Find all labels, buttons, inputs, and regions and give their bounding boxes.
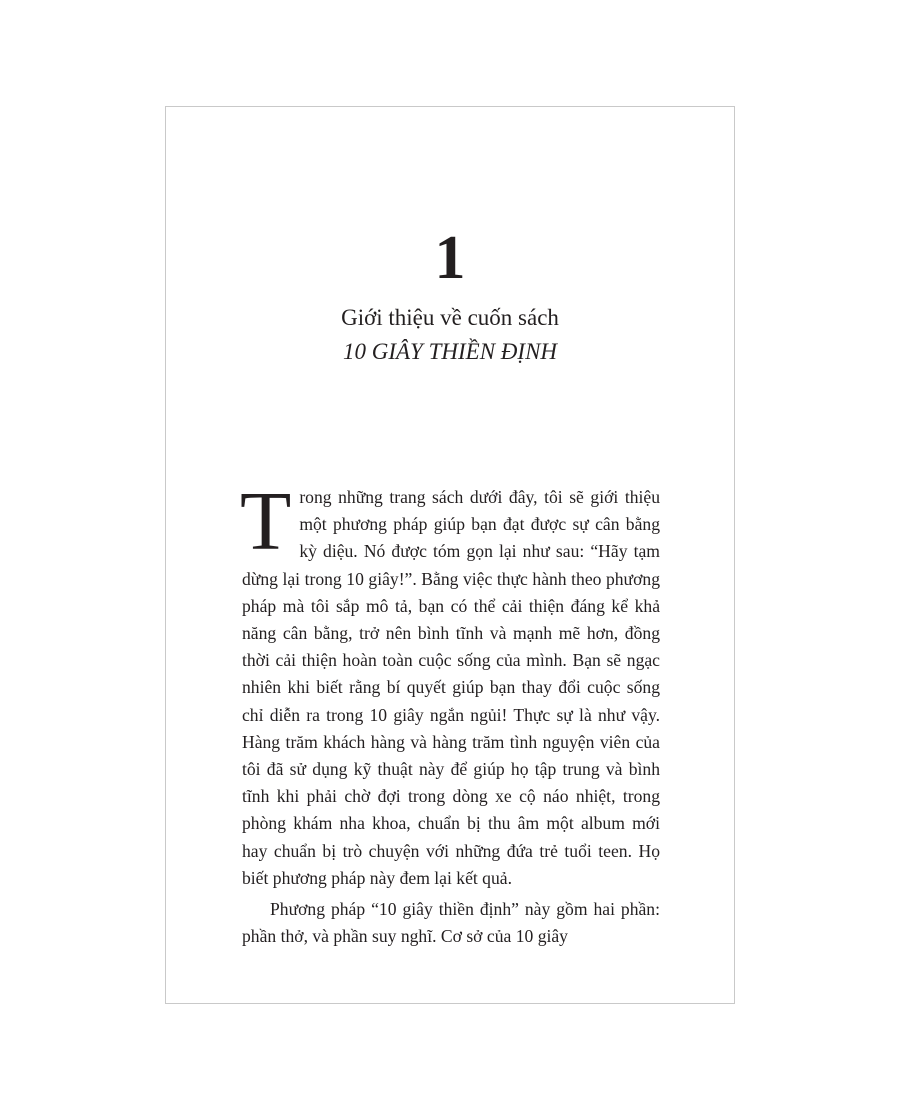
drop-cap: T [240, 475, 292, 568]
book-page [165, 106, 735, 1004]
paragraph-2: Phương pháp “10 giây thiền định” này gồm hai phần: phần thở, và phần suy nghĩ. Cơ sở của 10 giây [242, 899, 660, 947]
chapter-number: 1 [434, 224, 466, 292]
chapter-title-line2: 10 GIÂY THIỀN ĐỊNH [342, 339, 558, 364]
chapter-title [166, 301, 734, 369]
chapter-title-line1: Giới thiệu về cuốn sách [341, 305, 559, 330]
paragraph-1 [240, 475, 660, 892]
body-text [240, 475, 660, 950]
paragraph-1-text: rong những trang sách dưới đây, tôi sẽ giới thiệu một phương pháp giúp bạn đạt được sự cân bằng kỳ diệu. Nó được tóm gọn lại như sau: “Hãy tạm dừng lại trong 10 giây!”. Bằng việc thực hành theo phương pháp mà tôi sắp mô tả, bạn có thể cải thiện đáng kể khả năng cân bằng, trở nên bình tĩnh và mạnh mẽ hơn, đồng thời cải thiện hoàn toàn cuộc sống của mình. Bạn sẽ ngạc nhiên khi biết rằng bí quyết giúp bạn thay đổi cuộc sống chỉ diễn ra trong 10 giây ngắn ngủi! Thực sự là như vậy. Hàng trăm khách hàng và hàng trăm tình nguyện viên của tôi đã sử dụng kỹ thuật này để giúp họ tập trung và bình tĩnh khi phải chờ đợi trong dòng xe cộ náo nhiệt, trong phòng khám nha khoa, chuẩn bị thu âm một album mới hay chuẩn bị trò chuyện với những đứa trẻ tuổi teen. Họ biết phương pháp này đem lại kết quả. [242, 487, 660, 888]
